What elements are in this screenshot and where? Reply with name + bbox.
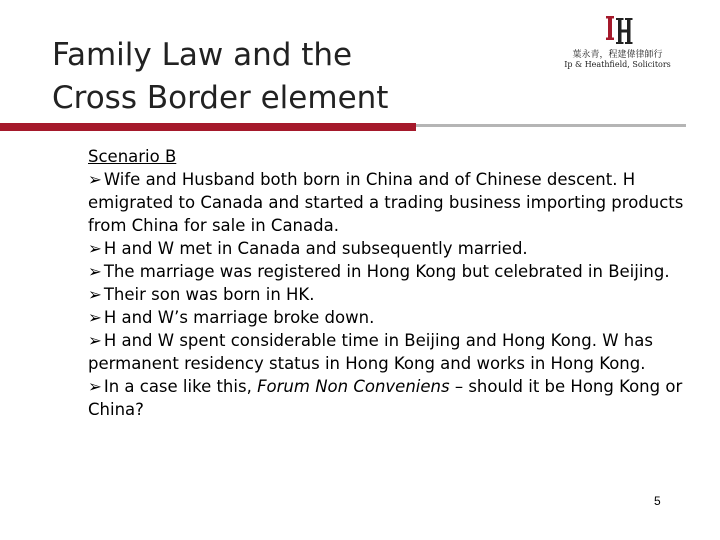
slide-title (52, 34, 472, 120)
page-number: 5 (654, 494, 661, 508)
bullet-item (88, 306, 688, 329)
ih-monogram-icon (605, 14, 635, 46)
bullet-text: Wife and Husband both born in China and of Chinese descent. H emigrated to Canada and started a trading business importing products from China for sale in Canada. (88, 170, 684, 235)
arrow-bullet-icon: ➢ (88, 285, 102, 304)
bullet-text-after: – should it be Hong Kong or China? (88, 377, 683, 419)
slide-body (88, 145, 688, 421)
slide-title-line-2: Cross Border element (52, 80, 389, 116)
bullet-item (88, 375, 688, 421)
slide-title-line-1: Family Law and the (52, 37, 353, 73)
bullet-item (88, 283, 688, 306)
bullet-item (88, 329, 688, 375)
bullet-text: The marriage was registered in Hong Kong but celebrated in Beijing. (103, 262, 670, 281)
bullet-text: H and W met in Canada and subsequently married. (103, 239, 528, 258)
bullet-text-before: In a case like this, (103, 377, 258, 396)
bullet-item (88, 168, 688, 237)
legal-term: Forum Non Conveniens (257, 377, 450, 396)
arrow-bullet-icon: ➢ (88, 377, 102, 396)
title-divider-accent (0, 123, 416, 131)
arrow-bullet-icon: ➢ (88, 262, 102, 281)
bullet-text: Their son was born in HK. (103, 285, 315, 304)
bullet-item (88, 260, 688, 283)
bullet-item (88, 237, 688, 260)
arrow-bullet-icon: ➢ (88, 331, 102, 350)
bullet-text: H and W’s marriage broke down. (103, 308, 375, 327)
arrow-bullet-icon: ➢ (88, 308, 102, 327)
arrow-bullet-icon: ➢ (88, 170, 102, 189)
firm-name-chinese: 葉永青，程建偉律師行 (572, 50, 663, 60)
arrow-bullet-icon: ➢ (88, 239, 102, 258)
firm-logo (555, 14, 685, 74)
firm-name-english: Ip & Heathfield, Solicitors (564, 60, 671, 69)
scenario-heading: Scenario B (88, 147, 177, 166)
bullet-text: H and W spent considerable time in Beijing and Hong Kong. W has permanent residency status in Hong Kong and works in Hong Kong. (88, 331, 653, 373)
